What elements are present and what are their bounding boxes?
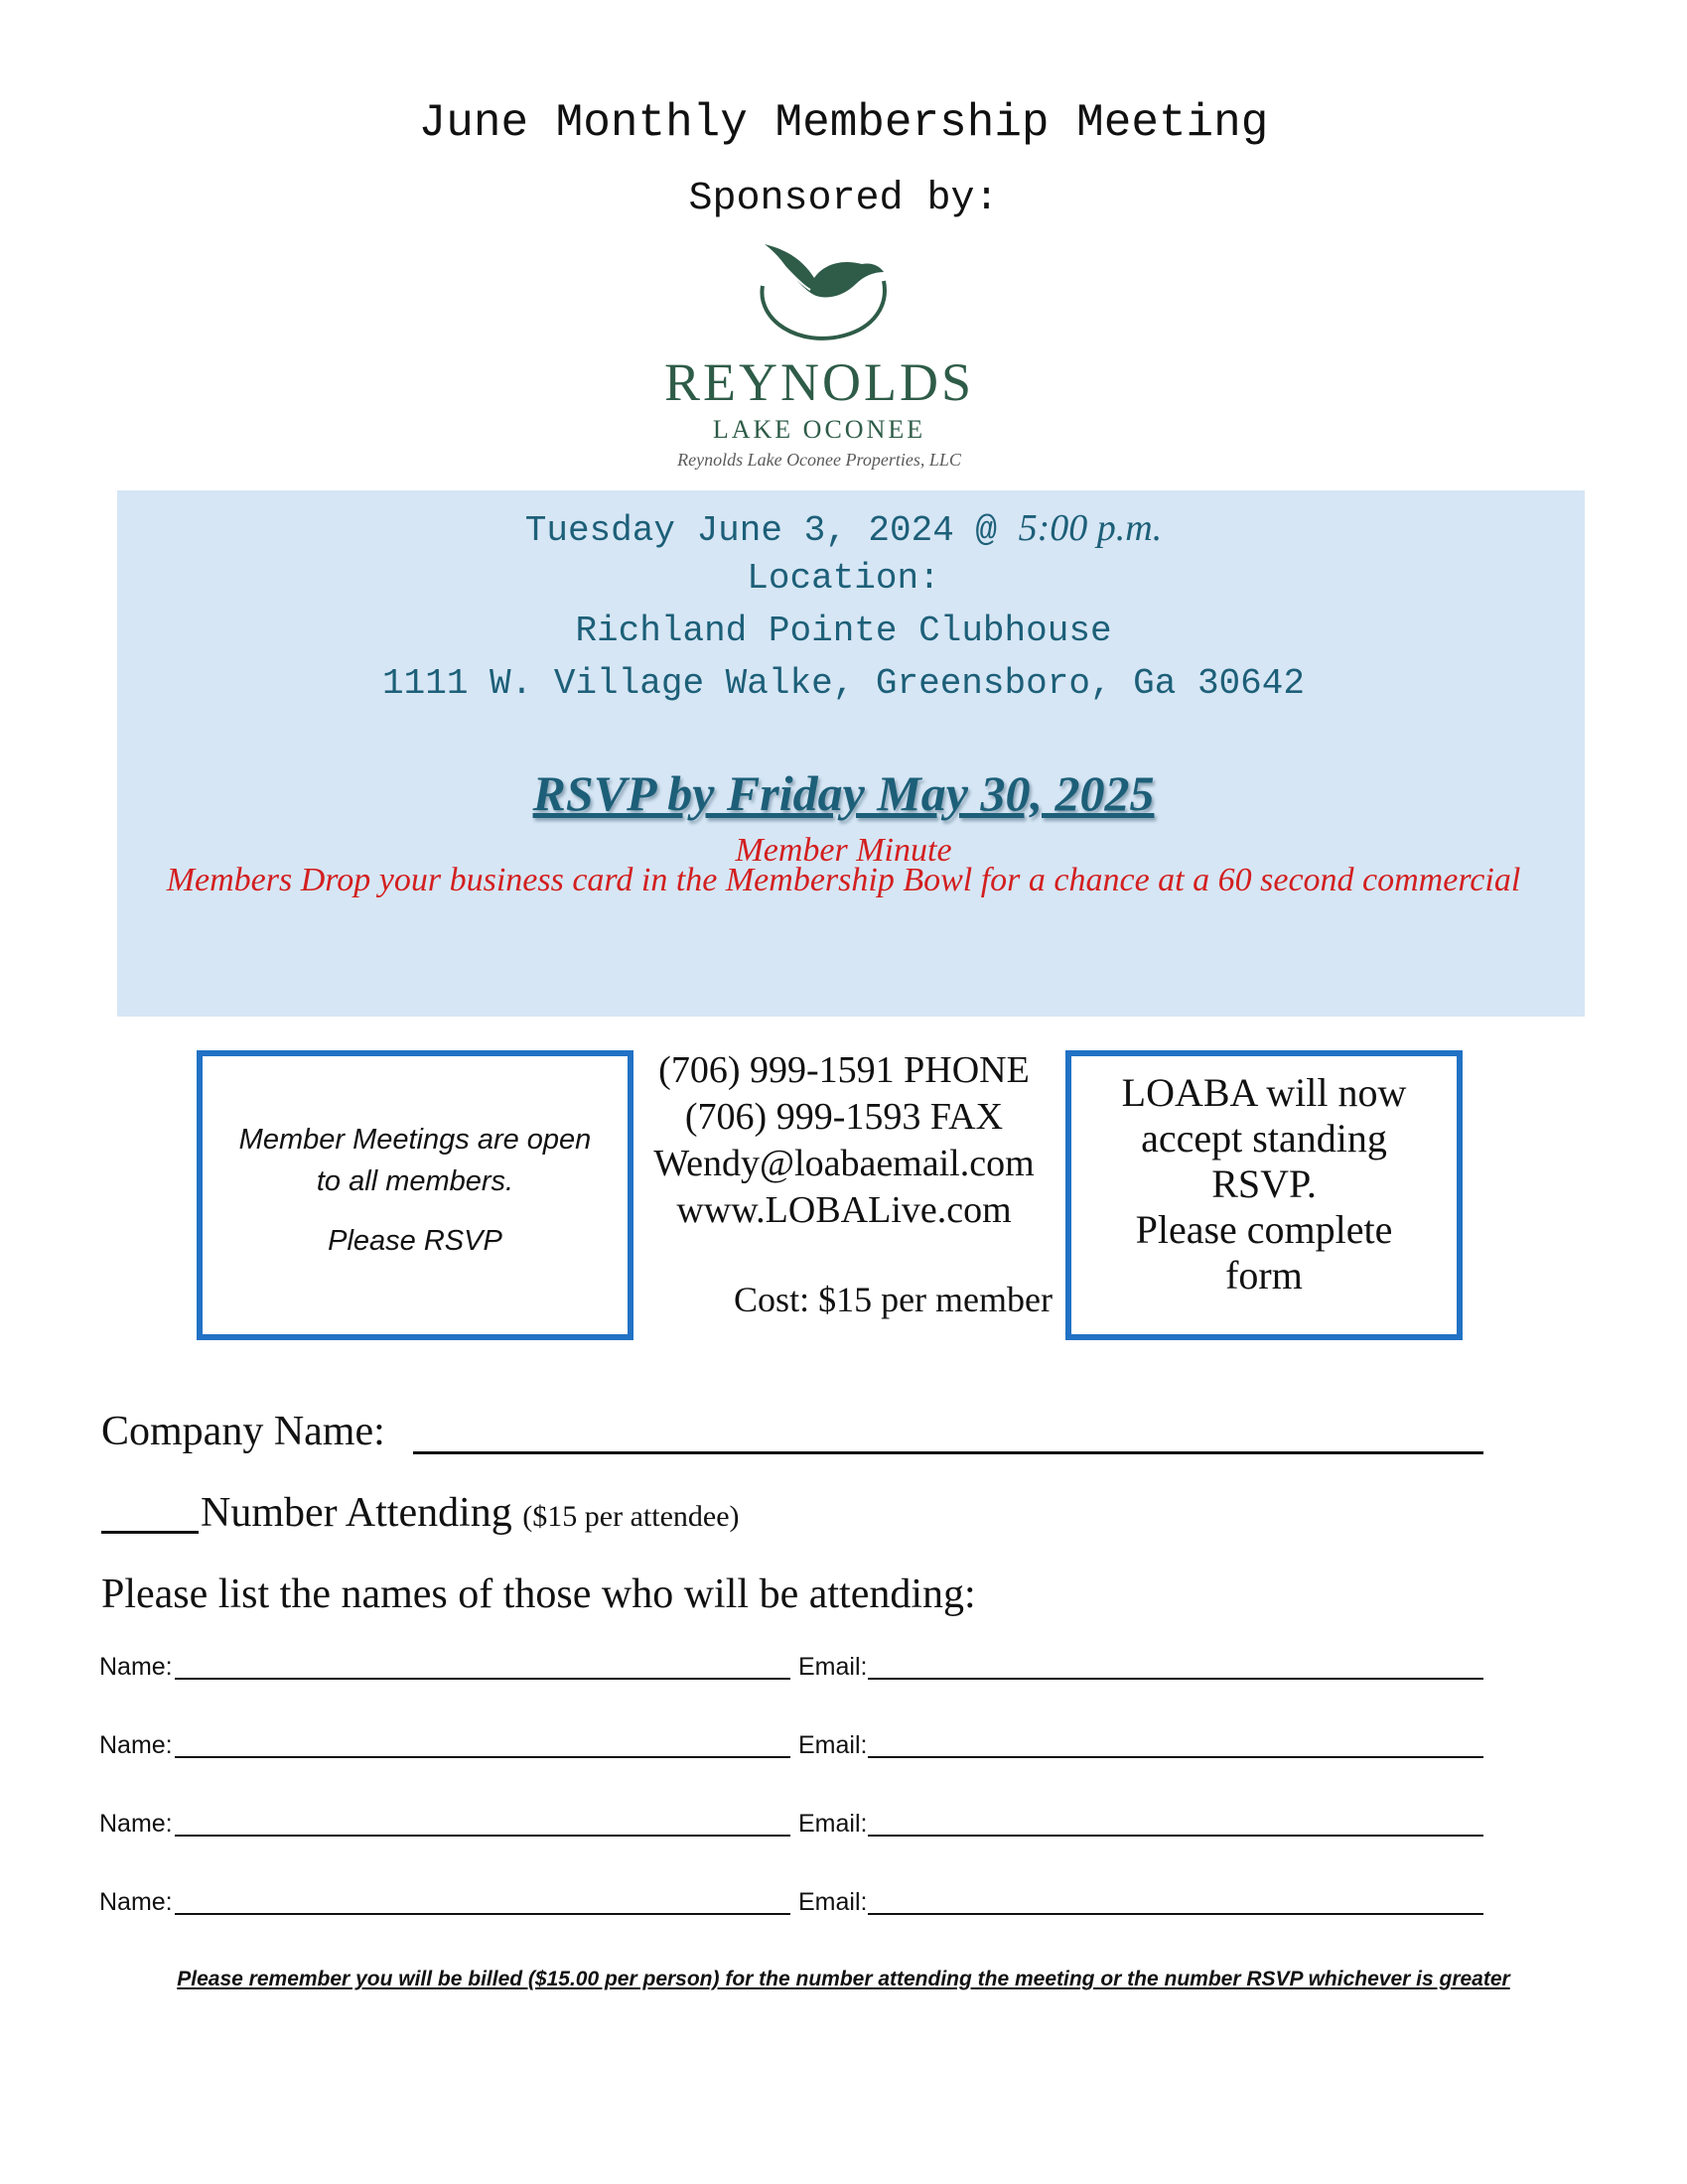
website: www.LOBALive.com [676, 1189, 1012, 1231]
company-name-label: Company Name: [101, 1409, 385, 1454]
company-name-field[interactable] [413, 1451, 1483, 1454]
page-title: June Monthly Membership Meeting [418, 97, 1269, 149]
please-rsvp-text: Please RSVP [328, 1225, 502, 1257]
attendee-name-field[interactable] [175, 1835, 790, 1837]
sponsor-subtitle: LAKE OCONEE [712, 415, 926, 444]
standing-rsvp-line2: accept standing [1141, 1116, 1387, 1160]
standing-rsvp-line5: form [1225, 1253, 1303, 1297]
event-time: 5:00 p.m. [1018, 507, 1163, 549]
attendee-email-field[interactable] [868, 1756, 1483, 1758]
standing-rsvp-line1: LOABA will now [1121, 1070, 1407, 1115]
attendee-name-label: Name: [99, 1653, 173, 1681]
attendee-name-label: Name: [99, 1810, 173, 1838]
open-meetings-box [197, 1050, 633, 1340]
standing-rsvp-box [1065, 1050, 1463, 1340]
attendee-name-field[interactable] [175, 1678, 790, 1680]
attendee-name-label: Name: [99, 1731, 173, 1759]
standing-rsvp-line4: Please complete [1135, 1207, 1393, 1252]
number-attending-text: Number Attending [201, 1490, 512, 1536]
number-attending-field[interactable] [101, 1531, 199, 1534]
attendee-email-label: Email: [798, 1653, 868, 1681]
rsvp-deadline: RSVP by Friday May 30, 2025 [532, 765, 1155, 821]
cost-per-member: Cost: $15 per member [734, 1280, 1053, 1319]
member-minute-text: Members Drop your business card in the Membership Bowl for a chance at a 60 second commercial [166, 862, 1521, 898]
attendee-email-field[interactable] [868, 1835, 1483, 1837]
open-meetings-line2: to all members. [316, 1165, 514, 1197]
standing-rsvp-line3: RSVP. [1211, 1161, 1317, 1206]
contact-info [635, 1047, 1053, 1234]
location-label: Location: [747, 558, 940, 599]
attendee-email-label: Email: [798, 1731, 868, 1759]
contact-email: Wendy@loabaemail.com [653, 1143, 1035, 1184]
attendee-email-label: Email: [798, 1810, 868, 1838]
attendee-email-label: Email: [798, 1888, 868, 1916]
attendee-name-label: Name: [99, 1888, 173, 1916]
attendee-name-field[interactable] [175, 1913, 790, 1915]
number-attending-label [201, 1489, 740, 1537]
attendee-email-field[interactable] [868, 1678, 1483, 1680]
fax-number: (706) 999-1593 FAX [684, 1096, 1004, 1138]
phone-number: (706) 999-1591 PHONE [658, 1049, 1030, 1091]
location-address: 1111 W. Village Walke, Greensboro, Ga 30642 [382, 663, 1305, 704]
sponsored-by-label: Sponsored by: [688, 177, 999, 221]
location-name: Richland Pointe Clubhouse [575, 611, 1112, 651]
event-date [0, 506, 1687, 551]
sponsor-name: REYNOLDS [663, 352, 974, 412]
sponsor-logo [655, 236, 983, 475]
bird-logo-icon [745, 236, 894, 347]
open-meetings-line1: Member Meetings are open [238, 1124, 592, 1156]
attendee-cost-note: ($15 per attendee) [522, 1500, 740, 1533]
attendee-name-field[interactable] [175, 1756, 790, 1758]
billing-footnote: Please remember you will be billed ($15.00 per person) for the number attending the meeting or the number RSVP whichever is greater [177, 1968, 1510, 1990]
attendee-list-label: Please list the names of those who will be attending: [101, 1571, 976, 1617]
event-date-prefix: Tuesday June 3, 2024 @ [524, 510, 1019, 551]
sponsor-company: Reynolds Lake Oconee Properties, LLC [677, 450, 961, 470]
member-minute-title: Member Minute [735, 832, 952, 869]
attendee-email-field[interactable] [868, 1913, 1483, 1915]
